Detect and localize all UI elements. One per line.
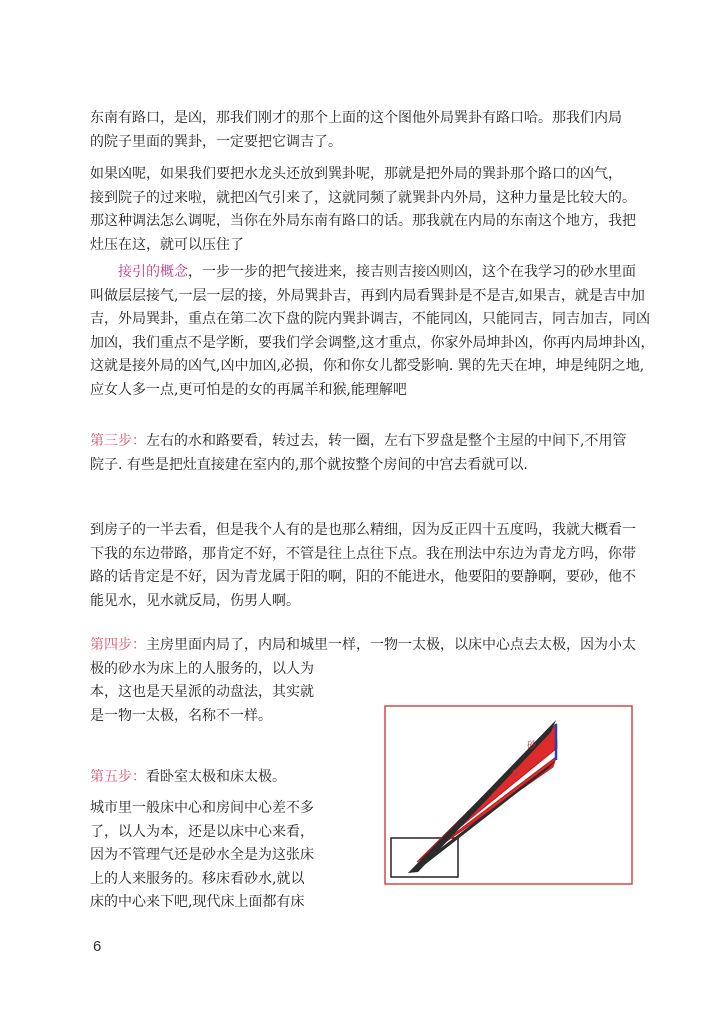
- text-line: 如果凶呢，如果我们要把水龙头还放到巽卦呢，那就是把外局的巽卦那个路口的凶气，: [90, 166, 622, 182]
- diagram-label-top: 砂: [527, 741, 537, 751]
- text-line: 能见水，见水就反局，伤男人啊。: [90, 592, 300, 609]
- text-line: 路的话肯定是不好，因为青龙属于阳的啊，阳的不能进水，他要阳的要静啊，要砂，他不: [90, 569, 636, 585]
- concept-highlight: 接引的概念: [118, 264, 188, 280]
- step-label: 第三步：: [90, 433, 146, 449]
- step-label: 第五步：: [90, 769, 146, 785]
- text-line: 这就是接外局的凶气,凶中加凶,必损，你和你女儿都受影响. 巽的先天在坤，坤是纯阴之地,: [90, 358, 645, 374]
- page-number: 6: [93, 938, 102, 955]
- text-line: 是一物一太极，名称不一样。: [90, 707, 272, 724]
- text-line: 那这种调法怎么调呢，当你在外局东南有路口的话。那我就在内局的东南这个地方，我把: [90, 213, 636, 229]
- text-line: 城市里一般床中心和房间中心差不多: [90, 800, 314, 816]
- text-line: 下我的东边带路，那肯定不好，不管是往上点往下点。我在刑法中东边为青龙方吗，你带: [90, 545, 636, 562]
- text-line: 东南有路口，是凶，那我们刚才的那个上面的这个图他外局巽卦有路口哈。那我们内局: [90, 110, 622, 126]
- text-segment: 左右的水和路要看，转过去，转一圈，左右下罗盘是整个主屋的中间下,不用管: [146, 433, 627, 449]
- text-line: 到房子的一半去看，但是我个人有的是也那么精细，因为反正四十五度吗，我就大概看一: [90, 522, 636, 538]
- text-segment: ，一步一步的把气接进来，接吉则吉接凶则凶，这个在我学习的砂水里面: [188, 264, 636, 280]
- step-label: 第四步：: [90, 637, 146, 653]
- text-line: 的院子里面的巽卦，一定要把它调吉了。: [90, 133, 342, 150]
- diagram-label-bottom: 0: [512, 769, 518, 779]
- text-line: 吉，外局巽卦，重点在第二次下盘的院内巽卦调吉，不能同凶，只能同吉，同吉加吉，同凶: [90, 311, 650, 327]
- text-line: 本，这也是天星派的动盘法，其实就: [90, 684, 314, 700]
- text-line: 上的人来服务的。移床看砂水,就以: [90, 870, 305, 887]
- text-line: 极的砂水为床上的人服务的，以人为: [90, 660, 314, 677]
- text-line: 因为不管理气还是砂水全是为这张床: [90, 847, 314, 863]
- text-segment: 看卧室太极和床太极。: [146, 769, 286, 785]
- text-line: 接到院子的过来啦，就把凶气引来了，这就同频了就巽卦内外局，这种力量是比较大的。: [90, 189, 636, 206]
- text-line: 床的中心来下吧,现代床上面都有床: [90, 894, 305, 910]
- text-segment: 主房里面内局了，内局和城里一样，一物一太极，以床中心点去太极，因为小太: [146, 637, 636, 653]
- text-line: 了，以人为本，还是以床中心来看，: [90, 823, 314, 840]
- text-line: 院子. 有些是把灶直接建在室内的,那个就按整个房间的中宫去看就可以.: [90, 456, 528, 473]
- text-line: 叫做层层接气,一层一层的接，外局巽卦吉，再到内局看巽卦是不是吉,如果吉，就是吉中加: [90, 287, 645, 304]
- text-line: 灶压在这，就可以压住了: [90, 236, 244, 253]
- text-line: 加凶，我们重点不是学断，要我们学会调整,这才重点，你家外局坤卦凶，你再内局坤卦凶，: [90, 334, 655, 351]
- text-line: 应女人多一点,更可怕是的女的再属羊和猴,能理解吧: [90, 381, 407, 398]
